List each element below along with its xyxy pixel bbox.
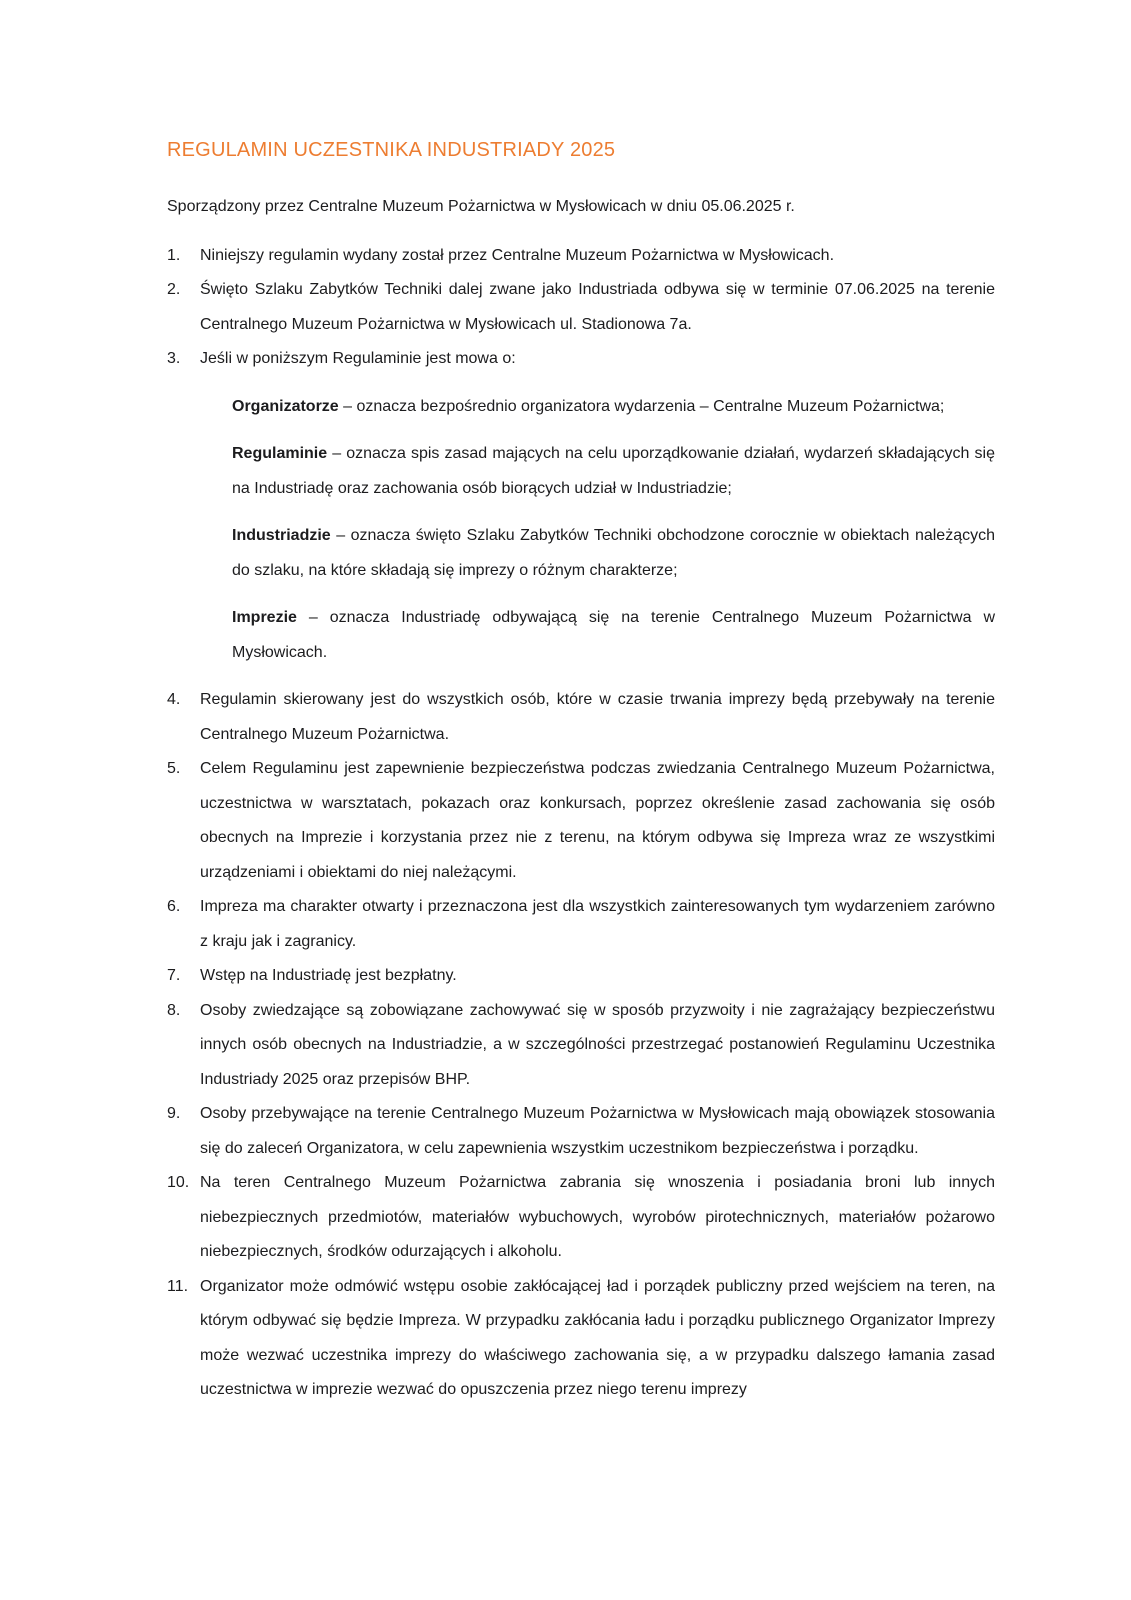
list-item-11 xyxy=(167,1270,995,1408)
list-item-text: Osoby przebywające na terenie Centralnego Muzeum Pożarnictwa w Mysłowicach mają obowiązek stosowania się do zaleceń Organizatora, w celu zapewnienia wszystkim uczestnikom bezpieczeństwa i porządku. xyxy=(200,1105,995,1157)
list-item-text: Na teren Centralnego Muzeum Pożarnictwa zabrania się wnoszenia i posiadania broni lub innych niebezpiecznych przedmiotów, materiałów wybuchowych, wyrobów pirotechnicznych, materiałów pożarowo niebezpiecznych, środków odurzających i alkoholu. xyxy=(200,1174,995,1260)
list-item-7 xyxy=(167,959,995,994)
list-item-2 xyxy=(167,273,995,342)
definition-text: – oznacza Industriadę odbywającą się na terenie Centralnego Muzeum Pożarnictwa w Mysłowicach. xyxy=(232,609,995,661)
definition-imprezie xyxy=(232,601,995,670)
definition-organizatorze xyxy=(232,390,995,425)
intro-paragraph: Sporządzony przez Centralne Muzeum Pożarnictwa w Mysłowicach w dniu 05.06.2025 r. xyxy=(167,198,795,215)
list-item-text: Jeśli w poniższym Regulaminie jest mowa o: xyxy=(200,350,516,367)
list-item-number: 8. xyxy=(167,1001,181,1019)
list-item-text: Impreza ma charakter otwarty i przeznaczona jest dla wszystkich zainteresowanych tym wydarzeniem zarówno z kraju jak i zagranicy. xyxy=(200,898,995,950)
definition-text: – oznacza spis zasad mających na celu uporządkowanie działań, wydarzeń składających się na Industriadę oraz zachowania osób biorących udział w Industriadzie; xyxy=(232,445,995,497)
list-item-text: Święto Szlaku Zabytków Techniki dalej zwane jako Industriada odbywa się w terminie 07.06.2025 na terenie Centralnego Muzeum Pożarnictwa w Mysłowicach ul. Stadionowa 7a. xyxy=(200,281,995,333)
definition-text: – oznacza bezpośrednio organizatora wydarzenia – Centralne Muzeum Pożarnictwa; xyxy=(338,397,945,415)
list-item-text: Organizator może odmówić wstępu osobie zakłócającej ład i porządek publiczny przed wejściem na teren, na którym odbywać się będzie Impreza. W przypadku zakłócania ładu i porządku publicznego Organizator Imprezy może wezwać uczestnika imprezy do właściwego zachowania się, a w przypadku dalszego łamania zasad uczestnictwa w imprezie wezwać do opuszczenia przez niego terenu imprezy xyxy=(200,1277,995,1398)
list-item-number: 10. xyxy=(167,1174,190,1191)
list-item-text: Niniejszy regulamin wydany został przez Centralne Muzeum Pożarnictwa w Mysłowicach. xyxy=(200,246,835,264)
list-item-number: 9. xyxy=(167,1105,181,1122)
definition-term: Imprezie xyxy=(232,609,297,626)
document-content xyxy=(167,136,995,1408)
list-item-6 xyxy=(167,890,995,959)
list-item-text: Osoby zwiedzające są zobowiązane zachowywać się w sposób przyzwoity i nie zagrażający bezpieczeństwu innych osób obecnych na Industriadzie, a w szczególności przestrzegać postanowień Regulaminu Uczestnika Industriady 2025 oraz przepisów BHP. xyxy=(200,1001,995,1088)
list-item-number: 11. xyxy=(167,1277,189,1295)
list-item-number: 2. xyxy=(167,281,181,298)
definition-term: Industriadzie xyxy=(232,527,331,544)
list-item-3 xyxy=(167,342,995,377)
definition-term: Organizatorze xyxy=(232,397,339,415)
list-item-5 xyxy=(167,752,995,890)
list-item-number: 7. xyxy=(167,967,181,984)
list-item-8 xyxy=(167,994,995,1098)
list-item-9 xyxy=(167,1097,995,1166)
list-item-10 xyxy=(167,1166,995,1270)
list-item-number: 3. xyxy=(167,350,181,367)
list-item-4 xyxy=(167,683,995,752)
definition-industriadzie xyxy=(232,519,995,588)
list-item-number: 1. xyxy=(167,246,181,264)
definition-text: – oznacza święto Szlaku Zabytków Techniki obchodzone corocznie w obiektach należących do szlaku, na które składają się imprezy o różnym charakterze; xyxy=(232,527,995,579)
list-item-1 xyxy=(167,239,995,274)
definition-term: Regulaminie xyxy=(232,445,328,462)
definition-regulaminie xyxy=(232,437,995,506)
list-item-number: 4. xyxy=(167,691,181,708)
list-item-text: Celem Regulaminu jest zapewnienie bezpieczeństwa podczas zwiedzania Centralnego Muzeum Pożarnictwa, uczestnictwa w warsztatach, pokazach oraz konkursach, poprzez określenie zasad zachowania się osób obecnych na Imprezie i korzystania przez nie z terenu, na którym odbywa się Impreza wraz ze wszystkimi urządzeniami i obiektami do niej należącymi. xyxy=(200,760,995,881)
list-item-text: Regulamin skierowany jest do wszystkich osób, które w czasie trwania imprezy będą przebywały na terenie Centralnego Muzeum Pożarnictwa. xyxy=(200,691,995,743)
page-title: REGULAMIN UCZESTNIKA INDUSTRIADY 2025 xyxy=(167,139,616,161)
list-item-text: Wstęp na Industriadę jest bezpłatny. xyxy=(200,967,457,984)
list-item-number: 5. xyxy=(167,760,181,777)
list-item-number: 6. xyxy=(167,898,181,915)
